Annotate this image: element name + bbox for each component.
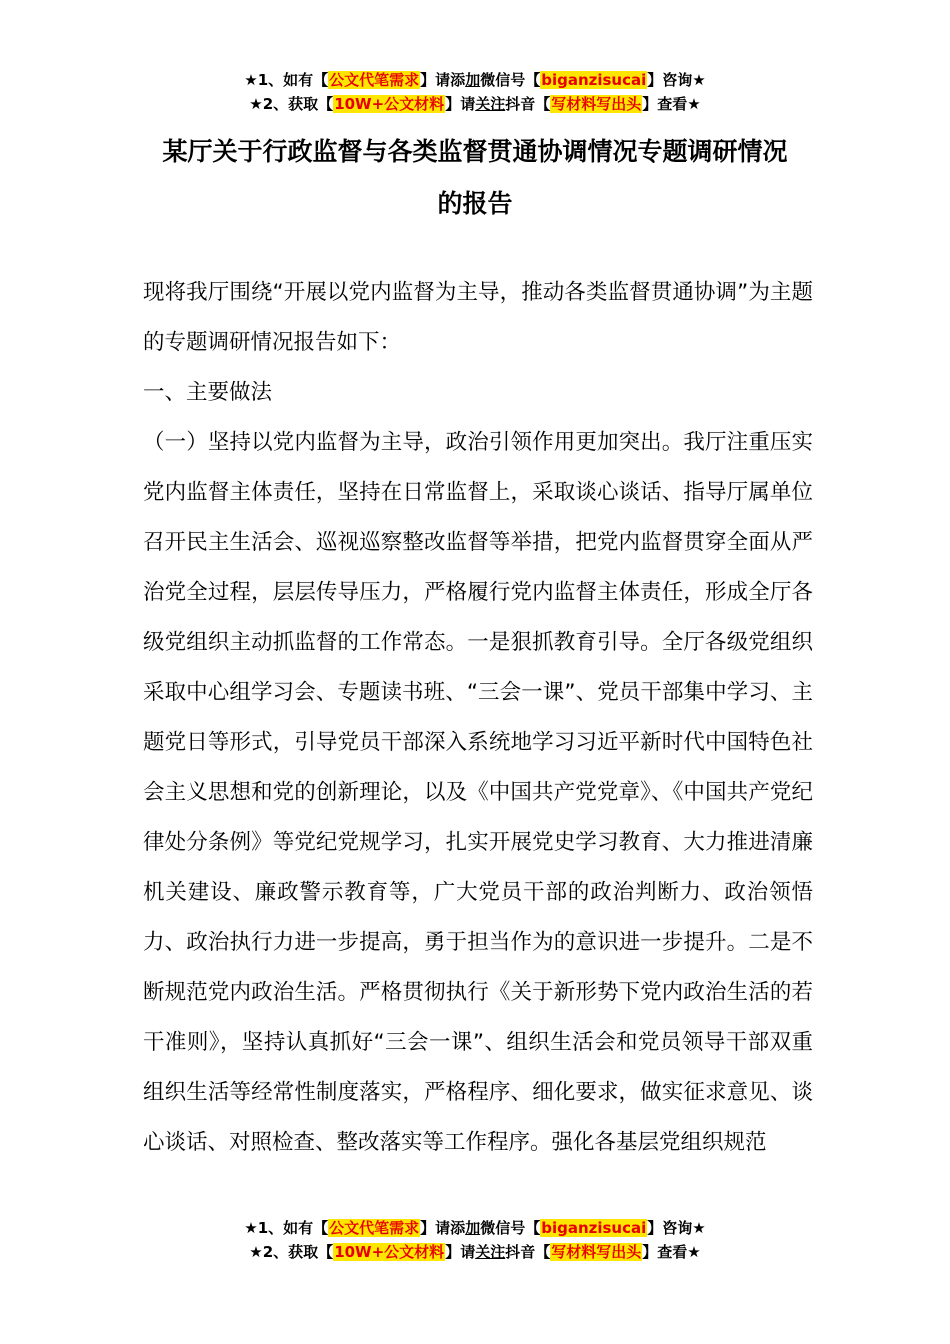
footer-banner [0, 1216, 950, 1264]
banner-text: 抖音【 [505, 95, 551, 113]
highlight-douyin-id: 写材料写出头 [551, 95, 642, 113]
banner-text: 2、获取【 [262, 95, 334, 113]
banner-text: 2、获取【 [262, 1243, 334, 1261]
body-paragraph: （一）坚持以党内监督为主导，政治引领作用更加突出。我厅注重压实党内监督主体责任，坚持在日常监督上，采取谈心谈话、指导厅属单位召开民主生活会、巡视巡察整改监督等举措，把党内监督贯穿全面从严治党全过程，层层传导压力，严格履行党内监督主体责任，形成全厅各级党组织主动抓监督的工作常态。一是狠抓教育引导。全厅各级党组织采取中心组学习会、专题读书班、“三会一课”、党员干部集中学习、主题党日等形式，引导党员干部深入系统地学习习近平新时代中国特色社会主义思想和党的创新理论，以及《中国共产党党章》、《中国共产党纪律处分条例》等党纪党规学习，扎实开展党史学习教育、大力推进清廉机关建设、廉政警示教育等，广大党员干部的政治判断力、政治领悟力、政治执行力进一步提高，勇于担当作为的意识进一步提升。二是不断规范党内政治生活。严格贯彻执行《关于新形势下党内政治生活的若干准则》，坚持认真抓好“三会一课”、组织生活会和党员领导干部双重组织生活等经常性制度落实，严格程序、细化要求，做实征求意见、谈心谈话、对照检查、整改落实等工作程序。强化各基层党组织规范 [143, 430, 813, 1155]
banner-underlined-text: 关注 [475, 1243, 506, 1261]
banner-text: 】咨询★ [647, 1219, 706, 1237]
highlight-materials: 10W+公文材料 [334, 95, 445, 113]
title-line-2: 的报告 [437, 189, 513, 218]
header-banner [0, 68, 950, 116]
banner-text: 】请 [445, 95, 476, 113]
banner-text: 】查看★ [642, 95, 701, 113]
star-icon: ★ [244, 71, 258, 89]
banner-text: 】查看★ [642, 1243, 701, 1261]
intro-paragraph: 现将我厅围绕“开展以党内监督为主导，推动各类监督贯通协调”为主题的专题调研情况报告如下： [143, 280, 813, 355]
star-icon: ★ [249, 95, 263, 113]
banner-text: 微信号【 [480, 1219, 541, 1237]
highlight-materials: 10W+公文材料 [334, 1243, 445, 1261]
banner-underlined-text: 加 [465, 71, 481, 89]
document-title [80, 126, 870, 230]
highlight-service: 公文代笔需求 [329, 71, 420, 89]
banner-text: 1、如有【 [257, 71, 329, 89]
banner-underlined-text: 关注 [475, 95, 506, 113]
highlight-wechat-id: biganzisucai [541, 71, 647, 89]
banner-text: 抖音【 [505, 1243, 551, 1261]
banner-line-1 [0, 1216, 950, 1240]
banner-text: 微信号【 [480, 71, 541, 89]
highlight-service: 公文代笔需求 [329, 1219, 420, 1237]
banner-line-2 [0, 1240, 950, 1264]
star-icon: ★ [249, 1243, 263, 1261]
highlight-douyin-id: 写材料写出头 [551, 1243, 642, 1261]
banner-text: 】请添 [420, 71, 466, 89]
document-body [143, 268, 813, 1168]
banner-line-2 [0, 92, 950, 116]
banner-text: 】请添 [420, 1219, 466, 1237]
highlight-wechat-id: biganzisucai [541, 1219, 647, 1237]
star-icon: ★ [244, 1219, 258, 1237]
banner-line-1 [0, 68, 950, 92]
section-heading: 一、主要做法 [143, 380, 273, 405]
banner-text: 】请 [445, 1243, 476, 1261]
banner-underlined-text: 加 [465, 1219, 481, 1237]
banner-text: 】咨询★ [647, 71, 706, 89]
title-line-1: 某厅关于行政监督与各类监督贯通协调情况专题调研情况 [162, 137, 788, 166]
banner-text: 1、如有【 [257, 1219, 329, 1237]
